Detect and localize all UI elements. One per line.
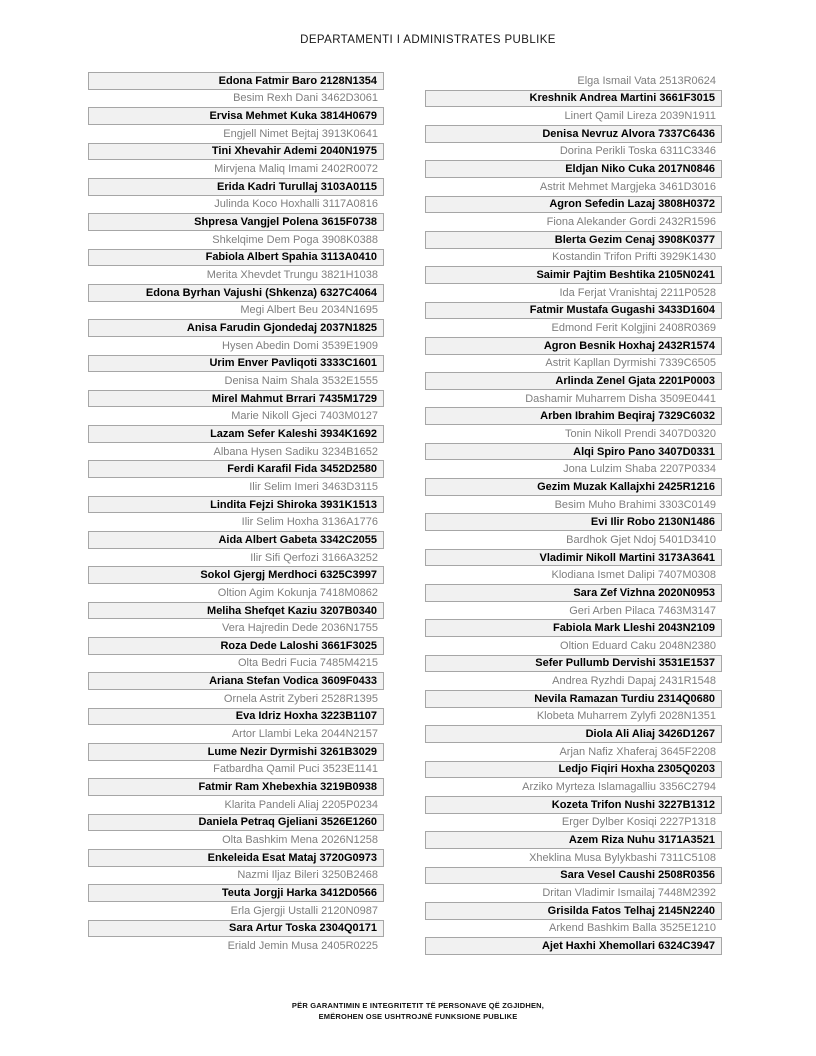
list-item: Edmond Ferit Kolgjini 2408R0369	[551, 322, 716, 335]
list-item: Ida Ferjat Vranishtaj 2211P0528	[559, 286, 716, 299]
list-item: Sara Artur Toska 2304Q0171	[88, 920, 384, 938]
list-item: Urim Enver Pavliqoti 3333C1601	[88, 355, 384, 373]
list-item: Aida Albert Gabeta 3342C2055	[88, 531, 384, 549]
list-item: Fatbardha Qamil Puci 3523E1141	[213, 763, 378, 776]
list-item: Teuta Jorgji Harka 3412D0566	[88, 884, 384, 902]
list-item: Ilir Selim Hoxha 3136A1776	[241, 516, 378, 529]
list-item: Meliha Shefqet Kaziu 3207B0340	[88, 602, 384, 620]
list-item: Dashamir Muharrem Disha 3509E0441	[525, 392, 716, 405]
list-item: Gezim Muzak Kallajxhi 2425R1216	[425, 478, 722, 496]
list-item: Lindita Fejzi Shiroka 3931K1513	[88, 496, 384, 514]
list-item: Oltion Agim Kokunja 7418M0862	[217, 586, 378, 599]
list-item: Sara Vesel Caushi 2508R0356	[425, 867, 722, 885]
list-item: Erla Gjergji Ustalli 2120N0987	[230, 904, 378, 917]
list-item: Ajet Haxhi Xhemollari 6324C3947	[425, 937, 722, 955]
list-item: Ilir Sifi Qerfozi 3166A3252	[250, 551, 378, 564]
list-item: Geri Arben Pilaca 7463M3147	[569, 604, 716, 617]
list-item: Engjell Nimet Bejtaj 3913K0641	[223, 127, 378, 140]
list-item: Jona Lulzim Shaba 2207P0334	[563, 463, 716, 476]
list-item: Denisa Naim Shala 3532E1555	[224, 374, 378, 387]
list-item: Denisa Nevruz Alvora 7337C6436	[425, 125, 722, 143]
list-item: Roza Dede Laloshi 3661F3025	[88, 637, 384, 655]
list-item: Saimir Pajtim Beshtika 2105N0241	[425, 266, 722, 284]
list-item: Tini Xhevahir Ademi 2040N1975	[88, 143, 384, 161]
list-item: Azem Riza Nuhu 3171A3521	[425, 831, 722, 849]
list-item: Julinda Koco Hoxhalli 3117A0816	[214, 198, 378, 211]
list-item: Arjan Nafiz Xhaferaj 3645F2208	[559, 745, 716, 758]
list-item: Arkend Bashkim Balla 3525E1210	[549, 922, 716, 935]
list-item: Klarita Pandeli Aliaj 2205P0234	[224, 798, 378, 811]
list-item: Erger Dylber Kosiqi 2227P1318	[561, 816, 716, 829]
list-item: Agron Besnik Hoxhaj 2432R1574	[425, 337, 722, 355]
list-item: Olta Bedri Fucia 7485M4215	[237, 657, 378, 670]
list-item: Klodiana Ismet Dalipi 7407M0308	[551, 569, 716, 582]
list-item: Diola Ali Aliaj 3426D1267	[425, 725, 722, 743]
list-item: Besim Muho Brahimi 3303C0149	[554, 498, 716, 511]
list-item: Megi Albert Beu 2034N1695	[240, 304, 378, 317]
list-item: Anisa Farudin Gjondedaj 2037N1825	[88, 319, 384, 337]
list-item: Klobeta Muharrem Zylyfi 2028N1351	[536, 710, 716, 723]
list-item: Edona Byrhan Vajushi (Shkenza) 6327C4064	[88, 284, 384, 302]
page-footer	[10, 1001, 816, 1022]
list-item: Artor Llambi Leka 2044N2157	[231, 728, 378, 741]
list-item: Arziko Myrteza Islamagalliu 3356C2794	[522, 781, 716, 794]
list-item: Besim Rexh Dani 3462D3061	[233, 92, 378, 105]
list-item: Bardhok Gjet Ndoj 5401D3410	[566, 533, 716, 546]
list-item: Arlinda Zenel Gjata 2201P0003	[425, 372, 722, 390]
list-item: Vera Hajredin Dede 2036N1755	[222, 622, 378, 635]
list-item: Shpresa Vangjel Polena 3615F0738	[88, 213, 384, 231]
list-item: Fatmir Mustafa Gugashi 3433D1604	[425, 302, 722, 320]
list-item: Alqi Spiro Pano 3407D0331	[425, 443, 722, 461]
list-item: Ariana Stefan Vodica 3609F0433	[88, 672, 384, 690]
list-item: Ledjo Fiqiri Hoxha 2305Q0203	[425, 761, 722, 779]
list-item: Nazmi Iljaz Bileri 3250B2468	[237, 869, 378, 882]
list-item: Agron Sefedin Lazaj 3808H0372	[425, 196, 722, 214]
list-item: Astrit Kapllan Dyrmishi 7339C6505	[545, 357, 716, 370]
list-item: Fabiola Albert Spahia 3113A0410	[88, 249, 384, 267]
list-item: Sara Zef Vizhna 2020N0953	[425, 584, 722, 602]
list-item: Eriald Jemin Musa 2405R0225	[227, 939, 378, 952]
list-item: Blerta Gezim Cenaj 3908K0377	[425, 231, 722, 249]
list-item: Hysen Abedin Domi 3539E1909	[222, 339, 378, 352]
list-item: Ferdi Karafil Fida 3452D2580	[88, 460, 384, 478]
list-item: Kozeta Trifon Nushi 3227B1312	[425, 796, 722, 814]
list-item: Astrit Mehmet Margjeka 3461D3016	[539, 180, 716, 193]
list-item: Vladimir Nikoll Martini 3173A3641	[425, 549, 722, 567]
column-right	[425, 72, 722, 955]
page-title: DEPARTAMENTI I ADMINISTRATES PUBLIKE	[300, 34, 556, 46]
list-item: Dorina Perikli Toska 6311C3346	[559, 145, 716, 158]
list-item: Tonin Nikoll Prendi 3407D0320	[564, 427, 716, 440]
list-item: Ornela Astrit Zyberi 2528R1395	[223, 692, 378, 705]
list-item: Linert Qamil Lireza 2039N1911	[564, 110, 716, 123]
list-item: Andrea Ryzhdi Dapaj 2431R1548	[552, 675, 716, 688]
list-item: Lume Nezir Dyrmishi 3261B3029	[88, 743, 384, 761]
list-item: Dritan Vladimir Ismailaj 7448M2392	[542, 887, 716, 900]
list-item: Fatmir Ram Xhebexhia 3219B0938	[88, 778, 384, 796]
name-list	[88, 72, 722, 955]
list-item: Daniela Petraq Gjeliani 3526E1260	[88, 814, 384, 832]
list-item: Evi Ilir Robo 2130N1486	[425, 513, 722, 531]
list-item: Marie Nikoll Gjeci 7403M0127	[231, 410, 378, 423]
list-item: Oltion Eduard Caku 2048N2380	[560, 639, 716, 652]
list-item: Eldjan Niko Cuka 2017N0846	[425, 160, 722, 178]
list-item: Merita Xhevdet Trungu 3821H1038	[206, 269, 378, 282]
list-item: Ilir Selim Imeri 3463D3115	[249, 480, 378, 493]
list-item: Fabiola Mark Lleshi 2043N2109	[425, 619, 722, 637]
list-item: Olta Bashkim Mena 2026N1258	[222, 834, 378, 847]
list-item: Albana Hysen Sadiku 3234B1652	[213, 445, 378, 458]
list-item: Kostandin Trifon Prifti 3929K1430	[552, 251, 716, 264]
list-item: Sokol Gjergj Merdhoci 6325C3997	[88, 566, 384, 584]
list-item: Nevila Ramazan Turdiu 2314Q0680	[425, 690, 722, 708]
list-item: Kreshnik Andrea Martini 3661F3015	[425, 90, 722, 108]
list-item: Fiona Alekander Gordi 2432R1596	[546, 216, 716, 229]
footer-line-2: EMËROHEN OSE USHTROJNË FUNKSIONE PUBLIKE	[318, 1011, 518, 1021]
list-item: Erida Kadri Turullaj 3103A0115	[88, 178, 384, 196]
list-item: Arben Ibrahim Beqiraj 7329C6032	[425, 407, 722, 425]
list-item: Eva Idriz Hoxha 3223B1107	[88, 708, 384, 726]
list-item: Mirel Mahmut Brrari 7435M1729	[88, 390, 384, 408]
list-item: Xheklina Musa Bylykbashi 7311C5108	[529, 851, 716, 864]
list-item: Lazam Sefer Kaleshi 3934K1692	[88, 425, 384, 443]
footer-line-1: PËR GARANTIMIN E INTEGRITETIT TË PERSONAVE QË ZGJIDHEN,	[291, 1001, 545, 1010]
list-item: Enkeleida Esat Mataj 3720G0973	[88, 849, 384, 867]
list-item: Elga Ismail Vata 2513R0624	[577, 74, 716, 87]
list-item: Edona Fatmir Baro 2128N1354	[88, 72, 384, 90]
column-left	[88, 72, 384, 955]
list-item: Mirvjena Maliq Imami 2402R0072	[214, 163, 378, 176]
list-item: Sefer Pullumb Dervishi 3531E1537	[425, 655, 722, 673]
list-item: Shkelqime Dem Poga 3908K0388	[212, 233, 378, 246]
list-item: Grisilda Fatos Telhaj 2145N2240	[425, 902, 722, 920]
list-item: Ervisa Mehmet Kuka 3814H0679	[88, 107, 384, 125]
